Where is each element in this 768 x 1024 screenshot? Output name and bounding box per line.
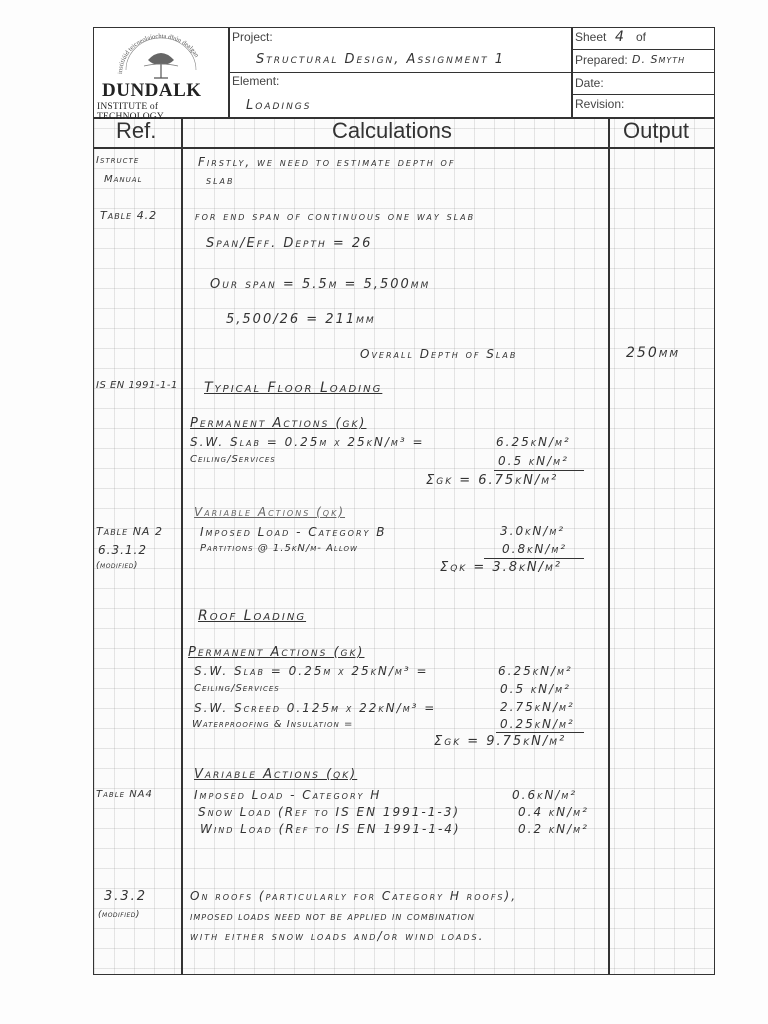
calc-line: S.W. Slab = 0.25m x 25kN/m³ = [190, 435, 425, 449]
calc-line: imposed loads need not be applied in combination [190, 910, 475, 923]
ref-clause: 6.3.1.2 [98, 543, 147, 557]
calc-line: Waterproofing & Insulation = [192, 719, 354, 730]
calc-value: 2.75kN/m² [500, 700, 575, 714]
element-label: Element: [232, 74, 280, 88]
calc-value: 6.25kN/m² [496, 435, 571, 449]
logo-arc-text: institiúid teicneolaíochta dhún dealgan [116, 32, 201, 75]
calc-line: S.W. Slab = 0.25m x 25kN/m³ = [194, 664, 429, 678]
ref-istructe: Istructe [96, 155, 140, 166]
calc-line: S.W. Screed 0.125m x 22kN/m³ = [194, 701, 437, 715]
project-value: Structural Design, Assignment 1 [256, 52, 505, 67]
calc-value: 3.0kN/m² [500, 524, 566, 538]
calc-line: for end span of continuous one way slab [195, 209, 476, 223]
ref-table-na4: Table NA4 [96, 789, 153, 800]
subsection-heading: Variable Actions (qk) [194, 767, 358, 782]
calc-line: Span/Eff. Depth = 26 [206, 236, 373, 251]
revision-label: Revision: [575, 97, 625, 111]
output-column-header: Output [623, 118, 690, 143]
subsection-heading: Variable Actions (qk) [194, 505, 346, 519]
calc-line: with either snow loads and/or wind loads. [190, 929, 485, 943]
sum-rule [484, 558, 584, 559]
calc-sum: Σgk = 9.75kN/m² [434, 734, 567, 749]
ref-modified: (modified) [98, 910, 140, 920]
subsection-heading: Permanent Actions (gk) [188, 645, 365, 660]
calc-value: 0.4 kN/m² [518, 805, 589, 819]
column-header-rule [93, 147, 715, 149]
institute-logo [96, 30, 226, 122]
sheet-label: Sheet [575, 30, 607, 44]
section-heading: Roof Loading [198, 608, 307, 624]
prepared-label: Prepared: [575, 53, 628, 67]
sum-rule [494, 470, 584, 471]
calc-line: Firstly, we need to estimate depth of [198, 155, 456, 169]
ref-table-4-2: Table 4.2 [100, 209, 158, 222]
sheet-of-label: of [636, 30, 647, 44]
calc-value: 0.2 kN/m² [518, 822, 589, 836]
calc-line: Snow Load (Ref to IS EN 1991-1-3) [198, 805, 461, 819]
calc-line: 5,500/26 = 211mm [226, 312, 376, 327]
ref-column-divider [181, 117, 183, 975]
calc-value: 0.8kN/m² [502, 542, 568, 556]
subsection-heading: Permanent Actions (gk) [190, 416, 367, 431]
calc-line: Overall Depth of Slab [360, 347, 518, 361]
project-element-rule [228, 72, 572, 73]
prepared-rule [571, 72, 715, 73]
output-value: 250mm [626, 345, 680, 361]
calc-value: 0.6kN/m² [512, 788, 578, 802]
calc-line: On roofs (particularly for Category H roofs), [190, 889, 518, 903]
output-column-divider [608, 117, 610, 975]
calc-value: 0.5 kN/m² [500, 682, 571, 696]
calc-value: 0.25kN/m² [500, 717, 575, 731]
institution-name: DUNDALK [102, 80, 202, 101]
ref-table-na2: Table NA 2 [96, 525, 163, 538]
date-label: Date: [575, 76, 604, 90]
calc-value: 6.25kN/m² [498, 664, 573, 678]
sheet-number: 4 [615, 29, 626, 45]
ref-is-en: IS EN 1991-1-1 [96, 380, 178, 391]
calc-line: Ceiling/Services [190, 454, 276, 465]
institution-subtitle: INSTITUTE of TECHNOLOGY [97, 102, 164, 122]
calc-sum: Σgk = 6.75kN/m² [426, 473, 559, 488]
calc-line: slab [206, 173, 235, 187]
sheet-rule [571, 49, 715, 50]
prepared-value: D. Smyth [632, 53, 686, 66]
date-rule [571, 94, 715, 95]
section-heading: Typical Floor Loading [204, 380, 383, 396]
calc-line: Our span = 5.5m = 5,500mm [210, 277, 431, 292]
calc-line: Partitions @ 1.5kN/m- Allow [200, 543, 358, 554]
ref-modified: (modified) [96, 561, 138, 571]
project-label: Project: [232, 30, 273, 44]
calc-line: Imposed Load - Category H [194, 788, 382, 802]
ref-clause: 3.3.2 [104, 889, 148, 904]
calc-line: Imposed Load - Category B [200, 525, 387, 539]
calculations-column-header: Calculations [332, 118, 452, 143]
ref-column-header: Ref. [116, 118, 157, 143]
calc-value: 0.5 kN/m² [498, 454, 569, 468]
sum-rule [496, 732, 584, 733]
calc-line: Ceiling/Services [194, 683, 280, 694]
calc-line: Wind Load (Ref to IS EN 1991-1-4) [200, 822, 461, 836]
element-value: Loadings [246, 98, 312, 113]
ref-manual: Manual [104, 174, 143, 185]
calc-sum: Σqk = 3.8kN/m² [440, 560, 563, 575]
